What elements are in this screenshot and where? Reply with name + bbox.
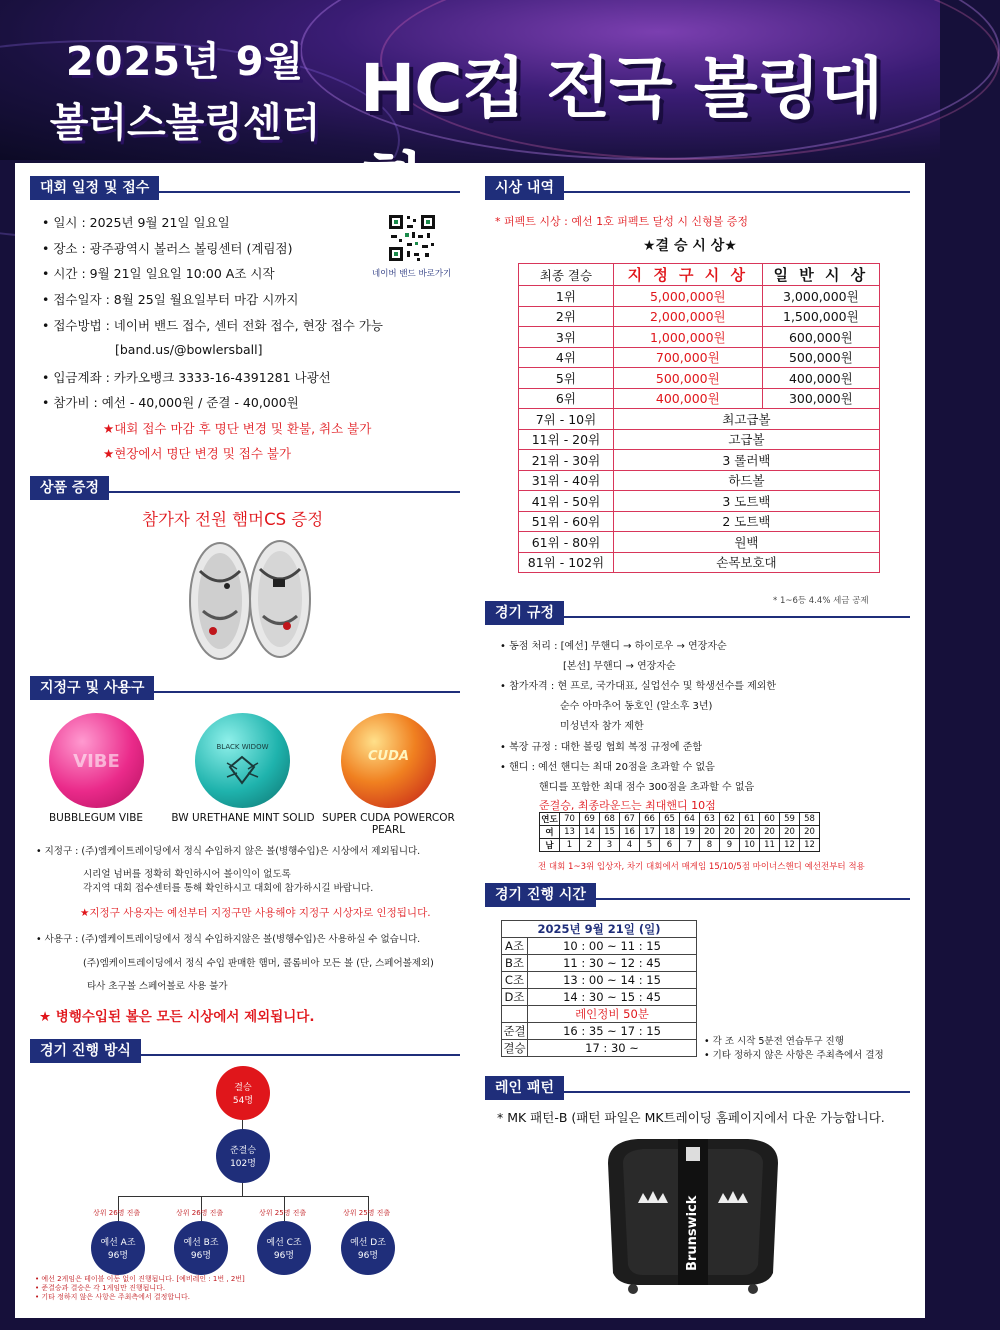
rank-cell: 2위 <box>519 306 614 327</box>
table-cell: 10 <box>740 839 760 852</box>
rank-cell: 6위 <box>519 388 614 409</box>
perfect-award: * 퍼펙트 시상 : 예선 1호 퍼펙트 달성 시 신형볼 증정 <box>495 215 749 228</box>
awards-title: ★결 승 시 상★ <box>643 238 737 254</box>
schedule-note: ★대회 접수 마감 후 명단 변경 및 환불, 취소 불가 <box>103 421 372 436</box>
format-note: • 기타 정하지 않은 사항은 주최측에서 결정합니다. <box>35 1293 190 1301</box>
ball-label: BW URETHANE MINT SOLID <box>171 812 315 824</box>
handicap-title: 준결승, 최종라운드는 최대핸디 10점 <box>539 799 716 812</box>
rule-line: • 참가자격 : 현 프로, 국가대표, 실업선수 및 학생선수를 제외한 <box>500 681 777 692</box>
rank-cell: 81위 - 102위 <box>519 552 614 573</box>
prelim-group-node <box>91 1221 145 1275</box>
ball-logo: VIBE <box>73 751 120 772</box>
group-cell: C조 <box>502 972 528 989</box>
ball-label: BUBBLEGUM VIBE <box>48 812 144 824</box>
table-cell: 4 <box>620 839 640 852</box>
schedule-item: • 접수일자 : 8월 25일 월요일부터 마감 시까지 <box>42 292 299 307</box>
schedule-note: ★현장에서 명단 변경 및 접수 불가 <box>103 446 292 461</box>
node-count: 54명 <box>232 1096 254 1106</box>
table-row <box>502 1006 697 1023</box>
advance-text: 상위 25명 진출 <box>343 1209 391 1217</box>
rule-line: [본선] 무핸디 → 연장자순 <box>563 661 676 672</box>
section-tag: 시상 내역 <box>485 176 564 200</box>
section-schedule-heading <box>30 176 460 200</box>
table-row <box>519 368 880 389</box>
node-count: 96명 <box>107 1251 129 1261</box>
ball-logo: BLACK WIDOW <box>216 743 269 751</box>
node-label: 예선 C조 <box>266 1238 302 1248</box>
general-prize-cell: 600,000원 <box>762 327 879 348</box>
qr-code[interactable] <box>387 213 437 263</box>
schedule-item: • 입금계좌 : 카카오뱅크 3333-16-4391281 나광선 <box>42 370 331 385</box>
section-awards-heading <box>485 176 910 200</box>
section-tag: 상품 증정 <box>30 476 109 500</box>
rank-cell: 1위 <box>519 286 614 307</box>
table-cell: 62 <box>720 813 740 826</box>
column-header: 일 반 시 상 <box>762 264 879 286</box>
content-panel <box>15 163 925 1318</box>
equipment-line: 시리얼 넘버를 정확히 확인하시어 볼이익이 없도록 <box>83 869 291 880</box>
brunswick-bag-image <box>598 1133 788 1295</box>
header-date: 2025년 9월 <box>65 39 305 85</box>
qr-caption: 네이버 밴드 바로가기 <box>372 269 452 279</box>
rank-cell: 4위 <box>519 347 614 368</box>
table-cell: 6 <box>660 839 680 852</box>
table-row <box>519 470 880 491</box>
awards-table <box>518 263 880 573</box>
table-cell: 19 <box>680 826 700 839</box>
table-cell: 16 <box>620 826 640 839</box>
table-row <box>502 989 697 1006</box>
table-row <box>519 347 880 368</box>
section-format-heading <box>30 1039 460 1063</box>
advance-text: 상위 25명 진출 <box>259 1209 307 1217</box>
table-cell: 63 <box>700 813 720 826</box>
table-cell: 64 <box>680 813 700 826</box>
table-cell: 20 <box>800 826 820 839</box>
general-prize-cell: 3,000,000원 <box>762 286 879 307</box>
rank-cell: 7위 - 10위 <box>519 409 614 430</box>
tree-line <box>242 1183 243 1196</box>
table-cell: 17 <box>640 826 660 839</box>
timetable-note: • 기타 정하지 않은 사항은 주최측에서 결정 <box>704 1050 884 1061</box>
table-cell: 7 <box>680 839 700 852</box>
node-label: 예선 D조 <box>350 1238 386 1248</box>
rank-cell: 41위 - 50위 <box>519 491 614 512</box>
ball-label: SUPER CUDA POWERCOR PEARL <box>322 812 455 836</box>
table-cell: 66 <box>640 813 660 826</box>
final-node <box>216 1066 270 1120</box>
section-rules-heading <box>485 601 910 625</box>
designated-prize-cell: 700,000원 <box>613 347 762 368</box>
table-cell: 20 <box>720 826 740 839</box>
time-cell: 10 : 00 ~ 11 : 15 <box>528 938 697 955</box>
date-cell: 2025년 9월 21일 (일) <box>502 921 697 938</box>
node-label: 결승 <box>234 1083 252 1093</box>
section-tag: 레인 패턴 <box>485 1076 564 1100</box>
header-banner <box>0 0 940 160</box>
general-prize-cell: 500,000원 <box>762 347 879 368</box>
table-cell: 13 <box>560 826 580 839</box>
node-count: 102명 <box>230 1159 256 1169</box>
table-cell: 70 <box>560 813 580 826</box>
prize-cell: 3 롤러백 <box>613 450 879 471</box>
advance-text: 상위 26명 진출 <box>176 1209 224 1217</box>
column-header: 최종 결승 <box>519 264 614 286</box>
schedule-item: • 일시 : 2025년 9월 21일 일요일 <box>42 215 230 230</box>
header-date-venue <box>35 30 335 148</box>
node-count: 96명 <box>190 1251 212 1261</box>
prize-cell: 원백 <box>613 532 879 553</box>
rule-line: 미성년자 참가 제한 <box>560 721 644 732</box>
parallel-import-warning: ★ 병행수입된 볼은 모든 시상에서 제외됩니다. <box>39 1009 315 1025</box>
node-count: 96명 <box>273 1251 295 1261</box>
table-cell: 69 <box>580 813 600 826</box>
designated-prize-cell: 500,000원 <box>613 368 762 389</box>
node-label: 준결승 <box>229 1146 257 1156</box>
node-label: 예선 B조 <box>183 1238 219 1248</box>
equipment-line: 각지역 대회 접수센터를 통해 확인하시고 대회에 참가하시길 바랍니다. <box>83 883 374 894</box>
maintenance-cell: 레인정비 50분 <box>528 1006 697 1023</box>
section-tag: 경기 진행 시간 <box>485 883 596 907</box>
table-row <box>519 327 880 348</box>
table-cell: 연도 <box>540 813 560 826</box>
table-row <box>519 450 880 471</box>
prize-cell: 2 도트백 <box>613 511 879 532</box>
table-header-row <box>519 264 880 286</box>
table-row <box>519 286 880 307</box>
table-cell: 12 <box>780 839 800 852</box>
general-prize-cell: 400,000원 <box>762 368 879 389</box>
prelim-group-node <box>174 1221 228 1275</box>
format-note: • 준결승과 결승은 각 1게임만 진행됩니다. <box>35 1284 166 1292</box>
time-cell: 11 : 30 ~ 12 : 45 <box>528 955 697 972</box>
group-cell: D조 <box>502 989 528 1006</box>
rule-line: • 동점 처리 : [예선] 무핸디 → 하이로우 → 연장자순 <box>500 641 727 652</box>
table-cell: 9 <box>720 839 740 852</box>
designated-prize-cell: 400,000원 <box>613 388 762 409</box>
column-header: 지 정 구 시 상 <box>613 264 762 286</box>
table-cell: 18 <box>660 826 680 839</box>
table-cell: 8 <box>700 839 720 852</box>
table-cell: 58 <box>800 813 820 826</box>
equipment-line: • 사용구 : (주)엠케이트레이딩에서 정식 수입하지않은 볼(병행수입)은 사용하실 수 없습니다. <box>36 934 421 945</box>
advance-text: 상위 26명 진출 <box>93 1209 141 1217</box>
group-cell: 결승 <box>503 1041 526 1055</box>
bag-brand: Brunswick <box>685 1195 700 1271</box>
node-label: 예선 A조 <box>100 1238 136 1248</box>
prize-cell: 고급볼 <box>613 429 879 450</box>
section-tag: 경기 진행 방식 <box>30 1039 141 1063</box>
table-cell: 14 <box>580 826 600 839</box>
schedule-item: • 시간 : 9월 21일 일요일 10:00 A조 시작 <box>42 266 275 281</box>
group-cell: B조 <box>502 955 528 972</box>
table-header-row <box>502 921 697 938</box>
table-cell: 2 <box>580 839 600 852</box>
tax-note: * 1~6등 4.4% 세금 공제 <box>773 596 869 606</box>
table-row <box>502 1040 697 1057</box>
table-row <box>519 409 880 430</box>
table-cell: 59 <box>780 813 800 826</box>
schedule-item: • 접수방법 : 네이버 밴드 접수, 센터 전화 접수, 현장 접수 가능 <box>42 318 383 333</box>
section-gift-heading <box>30 476 460 500</box>
table-row <box>519 388 880 409</box>
rank-cell: 61위 - 80위 <box>519 532 614 553</box>
time-cell: 16 : 35 ~ 17 : 15 <box>528 1023 697 1040</box>
tree-line <box>118 1196 368 1197</box>
table-row <box>519 511 880 532</box>
table-cell: 61 <box>740 813 760 826</box>
table-cell: 20 <box>760 826 780 839</box>
table-cell: 20 <box>780 826 800 839</box>
header-title: HC컵 전국 볼링대 <box>360 50 883 127</box>
table-cell: 60 <box>760 813 780 826</box>
rank-cell: 31위 - 40위 <box>519 470 614 491</box>
table-cell: 12 <box>800 839 820 852</box>
table-cell: 3 <box>600 839 620 852</box>
designated-prize-cell: 5,000,000원 <box>613 286 762 307</box>
node-count: 96명 <box>357 1251 379 1261</box>
equipment-line: 타사 초구볼 스페어볼로 사용 불가 <box>87 981 228 992</box>
table-row <box>502 938 697 955</box>
time-cell: 17 : 30 ~ <box>528 1040 697 1057</box>
time-cell: 14 : 30 ~ 15 : 45 <box>528 989 697 1006</box>
table-row <box>519 429 880 450</box>
table-row <box>502 1023 697 1040</box>
group-cell: A조 <box>502 938 528 955</box>
header-venue: 볼러스볼링센터 <box>49 100 321 146</box>
rule-line: 순수 아마추어 동호인 (알소후 3년) <box>560 701 713 712</box>
general-prize-cell: 300,000원 <box>762 388 879 409</box>
table-cell: 20 <box>700 826 720 839</box>
handicap-table <box>539 812 820 852</box>
table-cell: 1 <box>560 839 580 852</box>
equipment-line: (주)엠케이트레이딩에서 정식 수입 판매한 햄머, 콜롬비아 모든 볼 (단, 스페어볼제외) <box>83 958 434 969</box>
section-tag: 대회 일정 및 접수 <box>30 176 159 200</box>
prelim-group-node <box>341 1221 395 1275</box>
table-row <box>502 972 697 989</box>
black-widow-mint-ball <box>195 713 290 808</box>
rule-line: • 핸디 : 예선 핸디는 최대 20점을 초과할 수 없음 <box>500 762 715 773</box>
table-row <box>540 839 820 852</box>
rank-cell: 5위 <box>519 368 614 389</box>
rule-line: 핸디를 포함한 최대 점수 300점을 초과할 수 없음 <box>539 782 755 793</box>
prelim-group-node <box>257 1221 311 1275</box>
equipment-line: • 지정구 : (주)엠케이트레이딩에서 정식 수입하지 않은 볼(병행수입)은 시상에서 제외됩니다. <box>36 846 421 857</box>
general-prize-cell: 1,500,000원 <box>762 306 879 327</box>
section-lane-heading <box>485 1076 910 1100</box>
section-tag: 경기 규정 <box>485 601 564 625</box>
lane-pattern-text: * MK 패턴-B (패턴 파일은 MK트레이딩 홈페이지에서 다운 가능합니다. <box>497 1110 885 1125</box>
table-cell: 15 <box>600 826 620 839</box>
time-cell: 13 : 00 ~ 14 : 15 <box>528 972 697 989</box>
table-cell: 65 <box>660 813 680 826</box>
table-cell: 11 <box>760 839 780 852</box>
table-cell: 5 <box>640 839 660 852</box>
table-row <box>540 826 820 839</box>
ball-logo: CUDA <box>368 749 409 764</box>
section-tag: 지정구 및 사용구 <box>30 676 154 700</box>
bubblegum-vibe-ball <box>49 713 144 808</box>
rank-cell: 21위 - 30위 <box>519 450 614 471</box>
table-cell: 20 <box>740 826 760 839</box>
section-equipment-heading <box>30 676 460 700</box>
rank-cell: 11위 - 20위 <box>519 429 614 450</box>
table-cell: 여 <box>540 826 560 839</box>
hammer-clogs-image <box>175 531 325 661</box>
table-row <box>519 552 880 573</box>
schedule-item: • 장소 : 광주광역시 볼러스 볼링센터 (계림점) <box>42 241 293 256</box>
prize-cell: 3 도트백 <box>613 491 879 512</box>
table-row <box>519 532 880 553</box>
band-url[interactable]: [band.us/@bowlersball] <box>115 342 263 357</box>
table-cell: 68 <box>600 813 620 826</box>
prize-cell: 최고급볼 <box>613 409 879 430</box>
schedule-item: • 참가비 : 예선 - 40,000원 / 준결 - 40,000원 <box>42 395 299 410</box>
table-cell: 남 <box>540 839 560 852</box>
table-row <box>502 955 697 972</box>
designated-prize-cell: 2,000,000원 <box>613 306 762 327</box>
semifinal-node <box>216 1129 270 1183</box>
timetable-table <box>501 920 697 1057</box>
table-row <box>519 306 880 327</box>
rank-cell: 3위 <box>519 327 614 348</box>
section-timetable-heading <box>485 883 910 907</box>
rule-line: • 복장 규정 : 대한 볼링 협회 복정 규정에 준함 <box>500 742 703 753</box>
gift-text: 참가자 전원 햄머CS 증정 <box>142 510 324 529</box>
designated-prize-cell: 1,000,000원 <box>613 327 762 348</box>
rank-cell: 51위 - 60위 <box>519 511 614 532</box>
handicap-note: 전 대회 1~3위 입상자, 차기 대회에서 매게임 15/10/5점 마이너스핸디 예선전부터 적용 <box>538 862 865 872</box>
table-row <box>519 491 880 512</box>
format-note: • 예선 2게임은 테이블 이동 없이 진행됩니다. [예비레인 : 1번 , 2번] <box>35 1275 245 1283</box>
equipment-note: ★지정구 사용자는 예선부터 지정구만 사용해야 지정구 시상자로 인정됩니다. <box>80 907 431 919</box>
group-cell: 준결 <box>503 1024 526 1038</box>
super-cuda-pearl-ball <box>341 713 436 808</box>
table-row <box>540 813 820 826</box>
prize-cell: 손목보호대 <box>613 552 879 573</box>
table-cell: 67 <box>620 813 640 826</box>
prize-cell: 하드볼 <box>613 470 879 491</box>
timetable-note: • 각 조 시작 5분전 연습투구 진행 <box>704 1036 844 1047</box>
